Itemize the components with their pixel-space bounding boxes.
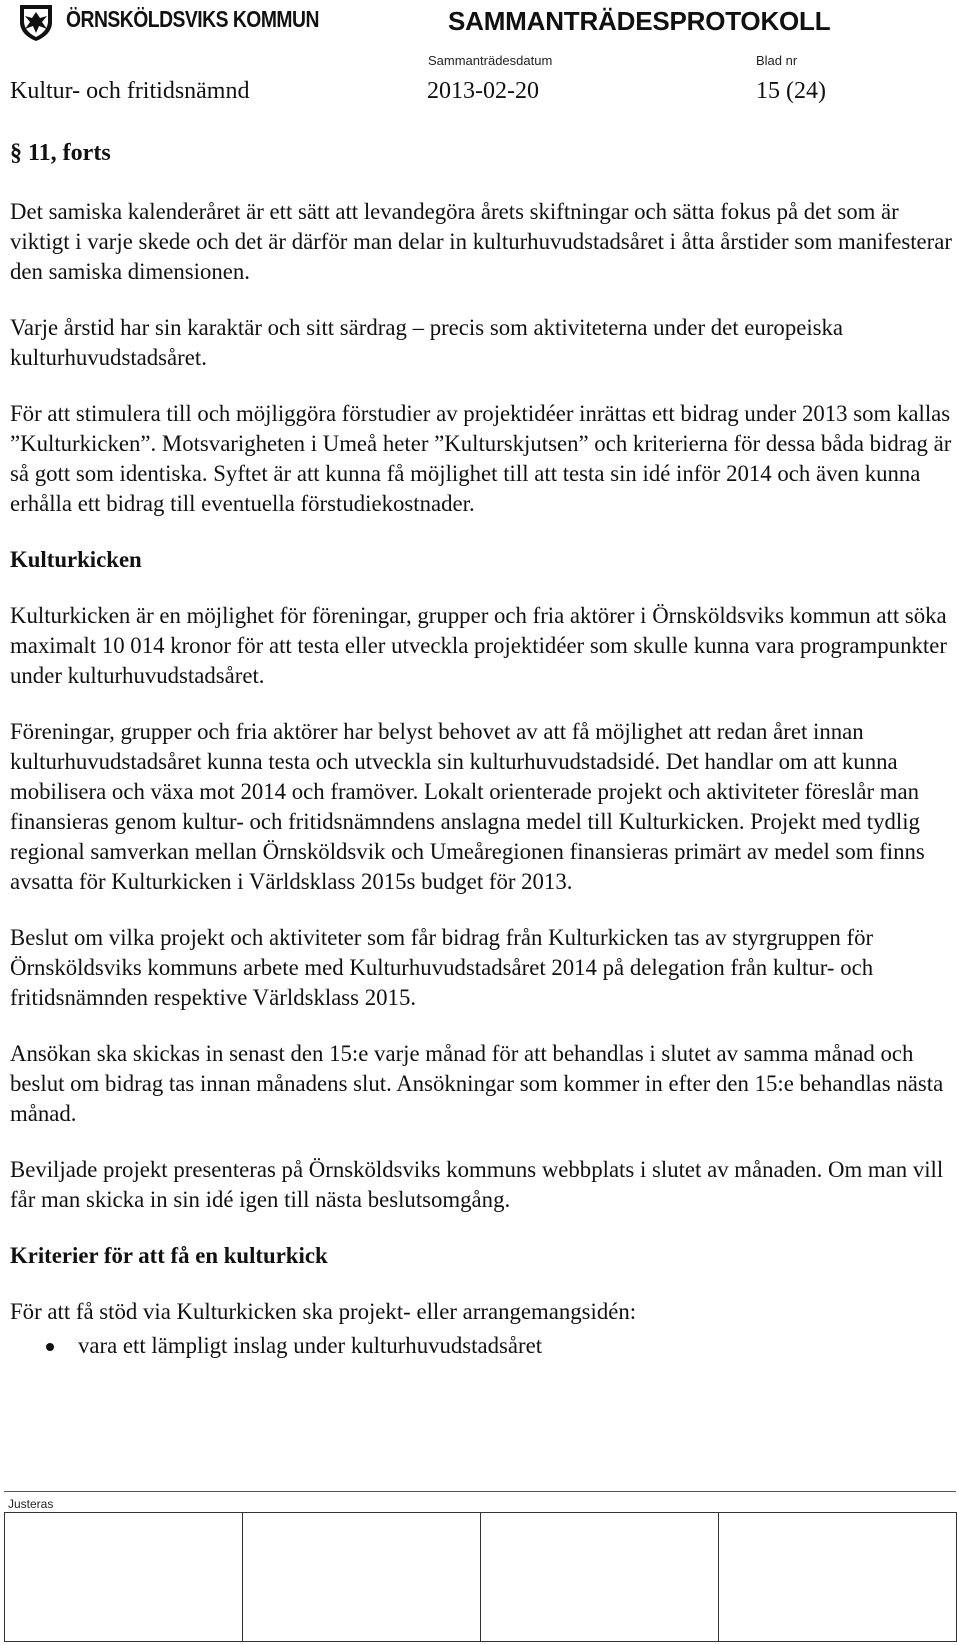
section-heading-kulturkicken: Kulturkicken [10, 547, 142, 572]
signature-cell [243, 1513, 481, 1642]
page-number: 15 (24) [756, 78, 826, 104]
committee-name: Kultur- och fritidsnämnd [10, 78, 250, 104]
paragraph: Beviljade projekt presenteras på Örnsköldsviks kommuns webbplats i slutet av månaden. Om man vill får man skicka in sin idé igen till nästa beslutsomgång. [10, 1157, 944, 1212]
footer-divider [4, 1491, 956, 1492]
signature-table [4, 1512, 957, 1642]
paragraph: För att stimulera till och möjliggöra förstudier av projektidéer inrättas ett bidrag under 2013 som kallas ”Kulturkicken”. Motsvarigheten i Umeå heter ”Kulturskjutsen” och kriterierna för dessa båda bidrag är så gott som identiska. Syftet är att kunna få möjlighet till att testa sin idé inför 2014 och även kunna erhålla ett bidrag till eventuella förstudiekostnader. [10, 401, 952, 516]
section-reference: § 11, forts [10, 140, 111, 166]
paragraph: Varje årstid har sin karaktär och sitt särdrag – precis som aktiviteterna under det europeiska kulturhuvudstadsåret. [10, 315, 844, 370]
paragraph: Ansökan ska skickas in senast den 15:e varje månad för att behandlas i slutet av samma månad och beslut om bidrag tas innan månadens slut. Ansökningar som kommer in efter den 15:e behandlas nästa månad. [10, 1041, 944, 1126]
signature-cell [5, 1513, 243, 1642]
paragraph: Kulturkicken är en möjlighet för föreningar, grupper och fria aktörer i Örnsköldsviks kommun att söka maximalt 10 014 kronor för att testa eller utveckla projektidéer som skulle kunna vara programpunkter under kulturhuvudstadsåret. [10, 603, 947, 688]
justeras-label: Justeras [8, 1497, 54, 1511]
paragraph: Föreningar, grupper och fria aktörer har belyst behovet av att få möjlighet att redan året innan kulturhuvudstadsåret kunna testa och utveckla sin kulturhuvudstadsidé. Det handlar om att kunna mobilisera och växa mot 2014 och framöver. Lokalt orienterade projekt och aktiviteter föreslår man finansieras genom kultur- och fritidsnämndens anslagna medel till Kulturkicken. Projekt med tydlig regional samverkan mellan Örnsköldsvik och Umeåregionen finansieras primärt av medel som finns avsatta för Kulturkicken i Världsklass 2015s budget för 2013. [10, 719, 925, 894]
signature-cell [481, 1513, 719, 1642]
list-item-text: vara ett lämpligt inslag under kulturhuvudstadsåret [78, 1333, 543, 1358]
list-item [10, 1331, 954, 1361]
signature-cell [719, 1513, 957, 1642]
meeting-date: 2013-02-20 [427, 78, 539, 104]
page-number-label: Blad nr [756, 53, 798, 68]
paragraph: Beslut om vilka projekt och aktiviteter som får bidrag från Kulturkicken tas av styrgruppen för Örnsköldsviks kommuns arbete med Kulturhuvudstadsåret 2014 på delegation från kultur- och fritidsnämnden respektive Världsklass 2015. [10, 925, 874, 1010]
municipality-crest-icon [16, 2, 56, 42]
document-type-title: SAMMANTRÄDESPROTOKOLL [448, 6, 831, 36]
document-body [10, 197, 954, 1361]
meeting-date-label: Sammanträdesdatum [428, 53, 553, 68]
bullet-icon [46, 1343, 54, 1351]
organization-name: ÖRNSKÖLDSVIKS KOMMUN [66, 6, 319, 32]
paragraph: För att få stöd via Kulturkicken ska projekt- eller arrangemangsidén: [10, 1299, 637, 1324]
paragraph: Det samiska kalenderåret är ett sätt att levandegöra årets skiftningar och sätta fokus på det som är viktigt i varje skede och det är därför man delar in kulturhuvudstadsåret i åtta årstider som manifesterar den samiska dimensionen. [10, 199, 952, 284]
section-heading-criteria: Kriterier för att få en kulturkick [10, 1243, 328, 1268]
criteria-list [10, 1331, 954, 1361]
